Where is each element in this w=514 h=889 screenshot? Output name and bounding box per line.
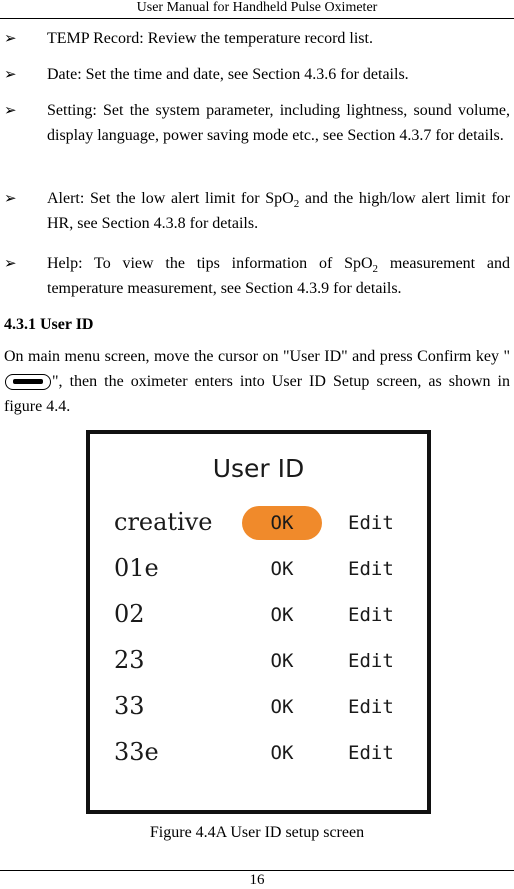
arrow-bullet-icon: ➢ <box>4 254 17 272</box>
section-title: 4.3.1 User ID <box>4 316 94 333</box>
user-row <box>90 596 427 636</box>
screen-title: User ID <box>212 454 305 483</box>
user-name: 33 <box>114 692 145 720</box>
figure-caption: Figure 4.4A User ID setup screen <box>149 824 365 841</box>
bullet-text: Setting: Set the system parameter, including lightness, sound volume, display language, power saving mode etc., see Section 4.3.7 for details. <box>47 102 510 144</box>
ok-button[interactable]: OK <box>242 506 322 540</box>
ok-button[interactable]: OK <box>270 696 294 718</box>
ok-button[interactable]: OK <box>270 742 294 764</box>
edit-button[interactable]: Edit <box>348 512 394 534</box>
confirm-key-icon <box>5 374 51 390</box>
bullet-text: Date: Set the time and date, see Section 4.3.6 for details. <box>47 66 409 83</box>
ok-button[interactable]: OK <box>270 604 294 626</box>
user-name: 01e <box>114 554 159 582</box>
ok-button[interactable]: OK <box>270 650 294 672</box>
edit-button[interactable]: Edit <box>348 742 394 764</box>
arrow-bullet-icon: ➢ <box>4 29 17 47</box>
arrow-bullet-icon: ➢ <box>4 189 17 207</box>
bullet-text: TEMP Record: Review the temperature record list. <box>47 30 373 47</box>
page-number: 16 <box>249 872 265 888</box>
edit-button[interactable]: Edit <box>348 650 394 672</box>
bullet-text: Alert: Set the low alert limit for SpO$_2$ and the high/low alert limit for HR, see Section 4.3.8 for details. <box>47 190 511 232</box>
user-row <box>90 734 427 774</box>
arrow-bullet-icon: ➢ <box>4 65 17 83</box>
user-name: 02 <box>114 600 145 628</box>
edit-button[interactable]: Edit <box>348 558 394 580</box>
page-header: User Manual for Handheld Pulse Oximeter <box>0 0 514 19</box>
user-id-screen-figure <box>86 430 431 814</box>
bullet-text: Help: To view the tips information of SpO$_2$ measurement and temperature measurement, see Section 4.3.9 for details. <box>47 255 511 297</box>
user-row <box>90 550 427 590</box>
user-row <box>90 642 427 682</box>
user-row <box>90 504 427 544</box>
user-name: 23 <box>114 646 145 674</box>
edit-button[interactable]: Edit <box>348 604 394 626</box>
section-paragraph: On main menu screen, move the cursor on "User ID" and press Confirm key "", then the oximeter enters into User ID Setup screen, as shown in figure 4.4. <box>4 348 510 415</box>
edit-button[interactable]: Edit <box>348 696 394 718</box>
ok-button[interactable]: OK <box>270 558 294 580</box>
user-row <box>90 688 427 728</box>
user-name: 33e <box>114 738 159 766</box>
user-name: creative <box>114 508 213 536</box>
arrow-bullet-icon: ➢ <box>4 101 17 119</box>
